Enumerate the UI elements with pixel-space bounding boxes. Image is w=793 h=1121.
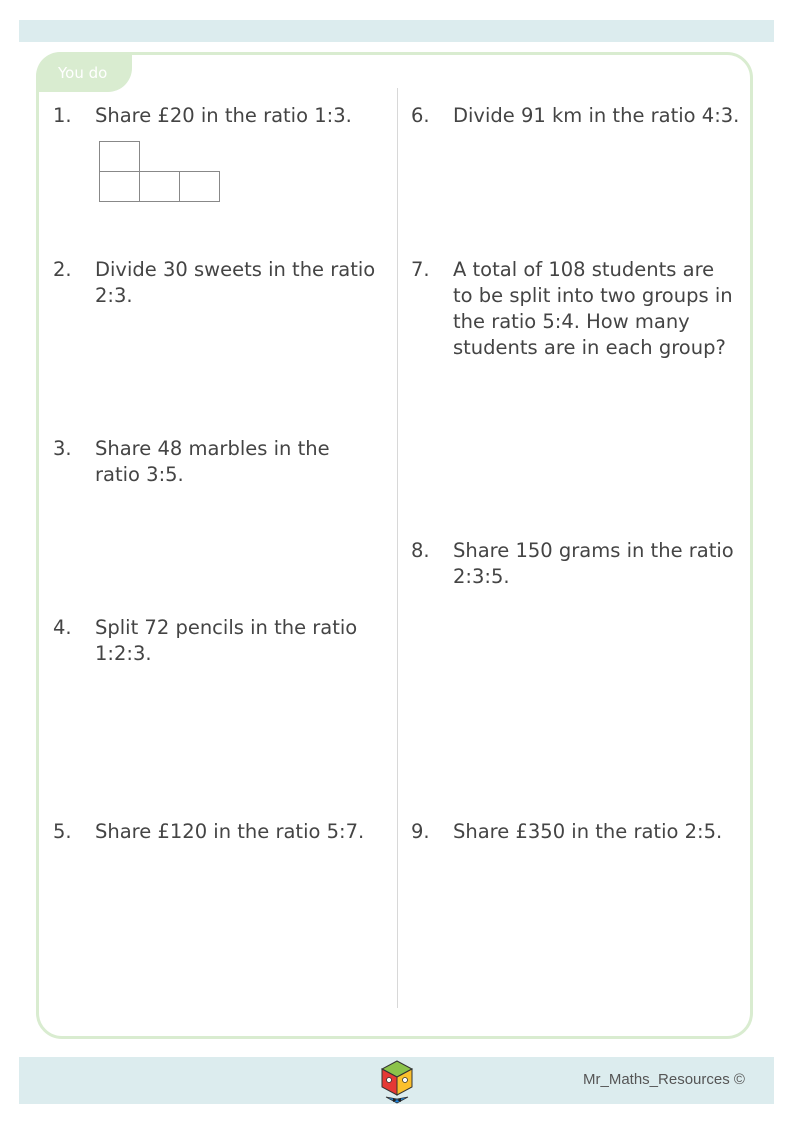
- question-text: Share £120 in the ratio 5:7.: [95, 820, 365, 843]
- question-number: 5.: [53, 820, 72, 843]
- copyright-credit: Mr_Maths_Resources ©: [583, 1071, 745, 1088]
- question-text: Divide 91 km in the ratio 4:3.: [453, 104, 740, 127]
- bar-model-cell: [99, 171, 140, 202]
- question-number: 8.: [411, 539, 430, 562]
- bar-model-cell: [139, 171, 180, 202]
- logo-icon: [377, 1058, 417, 1104]
- question-number: 9.: [411, 820, 430, 843]
- question-number: 4.: [53, 616, 72, 639]
- header-band: [19, 20, 774, 42]
- bar-model-diagram: [99, 141, 223, 203]
- question-text: A total of 108 students are to be split into two groups in the ratio 5:4. How many students are in each group?: [453, 258, 733, 359]
- question-number: 1.: [53, 104, 72, 127]
- bar-model-cell: [179, 171, 220, 202]
- question-number: 6.: [411, 104, 430, 127]
- question-text: Share £350 in the ratio 2:5.: [453, 820, 723, 843]
- bar-model-cell: [99, 141, 140, 172]
- question-text: Split 72 pencils in the ratio 1:2:3.: [95, 616, 358, 665]
- question-text: Share 48 marbles in the ratio 3:5.: [95, 437, 330, 486]
- tab-label: You do: [58, 64, 108, 82]
- question-text: Divide 30 sweets in the ratio 2:3.: [95, 258, 376, 307]
- question-number: 3.: [53, 437, 72, 460]
- question-number: 7.: [411, 258, 430, 281]
- you-do-tab: [36, 52, 132, 92]
- question-text: Share 150 grams in the ratio 2:3:5.: [453, 539, 734, 588]
- question-text: Share £20 in the ratio 1:3.: [95, 104, 352, 127]
- column-divider: [397, 88, 398, 1008]
- question-number: 2.: [53, 258, 72, 281]
